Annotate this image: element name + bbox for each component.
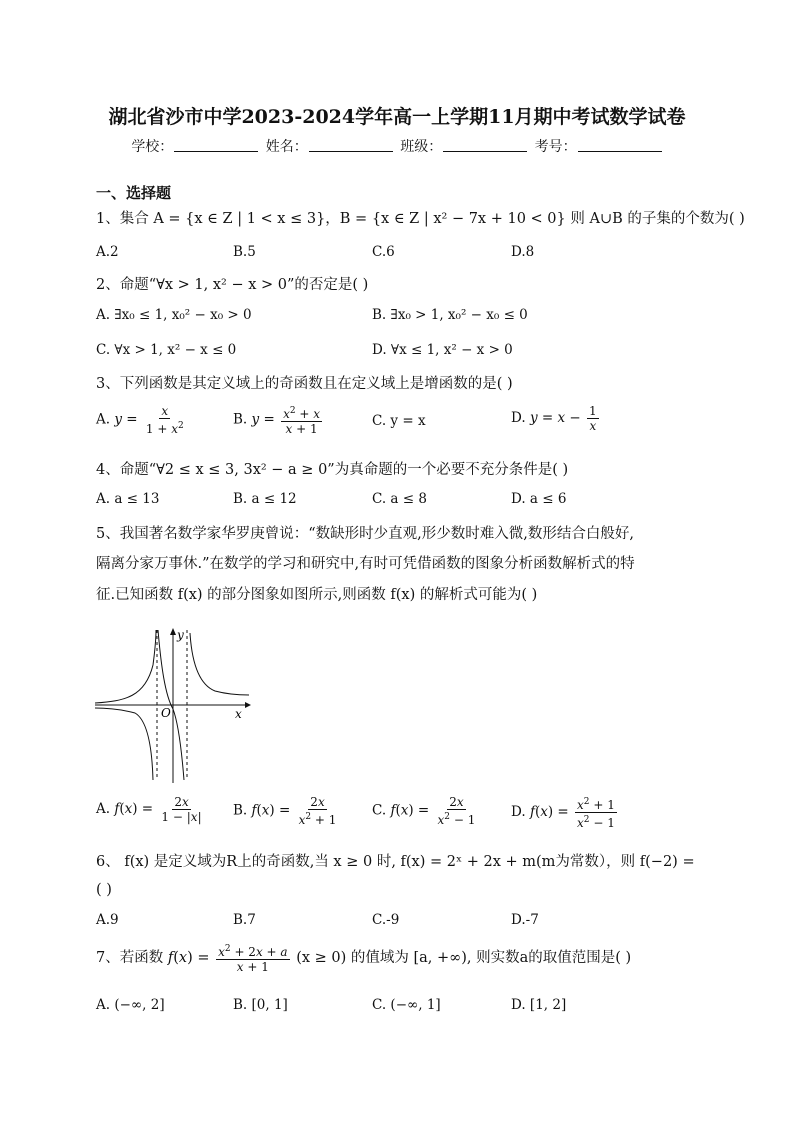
number-label: 考号： bbox=[534, 139, 577, 155]
curve-lower-left-branch bbox=[95, 708, 153, 780]
y-axis-arrow bbox=[170, 628, 176, 635]
q4-option-a: A. a ≤ 13 bbox=[96, 491, 160, 507]
q6-option-b: B.7 bbox=[233, 912, 256, 928]
q6-option-c: C.-9 bbox=[372, 912, 400, 928]
q1-option-c: C.6 bbox=[372, 244, 395, 260]
curve-left-branch bbox=[95, 630, 156, 703]
section-heading: 一、选择题 bbox=[96, 184, 172, 202]
x-axis-arrow bbox=[245, 702, 251, 708]
q2-option-d: D. ∀x ≤ 1, x² − x > 0 bbox=[372, 342, 513, 358]
question-6-stem: 6、 f(x) 是定义域为R上的奇函数,当 x ≥ 0 时, f(x) = 2ˣ + 2x + m(m为常数），则 f(−2) = bbox=[96, 854, 695, 870]
school-blank bbox=[174, 139, 258, 152]
q2-option-a: A. ∃x₀ ≤ 1, x₀² − x₀ > 0 bbox=[96, 307, 252, 323]
q5-option-d: D. f(x) = $\frac{x^2 + 1}{x^2 - 1}$ bbox=[511, 797, 615, 830]
q5-option-b: B. f(x) = $\frac{2x}{x^2 + 1}$ bbox=[233, 795, 337, 827]
q5-option-d-label: D. bbox=[511, 804, 526, 820]
q6-option-d: D.-7 bbox=[511, 912, 539, 928]
q5-option-c-label: C. bbox=[372, 802, 387, 819]
name-blank bbox=[309, 139, 393, 152]
q7-option-a: A. (−∞, 2] bbox=[96, 997, 165, 1013]
class-label: 班级： bbox=[400, 139, 443, 155]
q2-option-b: B. ∃x₀ > 1, x₀² − x₀ ≤ 0 bbox=[372, 307, 528, 323]
q5-option-a: A. f(x) = $\frac{2x}{1 - |x|}$ bbox=[96, 795, 202, 824]
q1-option-a: A.2 bbox=[96, 244, 119, 260]
q3-option-b-label: B. bbox=[233, 411, 248, 428]
question-4-stem: 4、命题“∀2 ≤ x ≤ 3, 3x² − a ≥ 0”为真命题的一个必要不充分条件是( ) bbox=[96, 462, 569, 478]
question-5-line-1: 5、我国著名数学家华罗庚曾说：“数缺形时少直观,形少数时难入微,数形结合白般好, bbox=[96, 526, 634, 542]
question-1-stem: 1、集合 A = {x ∈ Z | 1 < x ≤ 3}，B = {x ∈ Z | x² − 7x + 10 < 0} 则 A∪B 的子集的个数为( ) bbox=[96, 211, 745, 227]
class-blank bbox=[443, 139, 527, 152]
q3-option-d: D. y = x − $\frac{1}{x}$ bbox=[511, 404, 597, 433]
number-blank bbox=[578, 139, 662, 152]
origin-label: O bbox=[161, 706, 171, 720]
q2-option-c: C. ∀x > 1, x² − x ≤ 0 bbox=[96, 342, 237, 358]
exam-title: 湖北省沙市中学2023-2024学年高一上学期11月期中考试数学试卷 bbox=[108, 106, 686, 128]
q1-option-b: B.5 bbox=[233, 244, 256, 260]
q3-option-b: B. y = $\frac{x^2 + x}{x + 1}$ bbox=[233, 406, 321, 436]
y-axis-label: y bbox=[177, 628, 184, 642]
x-axis-label: x bbox=[235, 707, 242, 721]
question-5-line-2: 隔离分家万事休.”在数学的学习和研究中,有时可凭借函数的图象分析函数解析式的特 bbox=[96, 556, 635, 572]
q5-option-b-label: B. bbox=[233, 802, 248, 819]
function-graph bbox=[95, 625, 255, 785]
question-6-blank: ( ) bbox=[96, 882, 112, 898]
q7-option-c: C. (−∞, 1] bbox=[372, 997, 441, 1013]
name-label: 姓名： bbox=[265, 139, 308, 155]
q7-option-b: B. [0, 1] bbox=[233, 997, 288, 1013]
q3-option-d-label: D. bbox=[511, 410, 526, 426]
question-3-stem: 3、下列函数是其定义域上的奇函数且在定义域上是增函数的是( ) bbox=[96, 376, 513, 392]
curve-right-branch bbox=[190, 633, 249, 695]
q5-option-a-label: A. bbox=[96, 801, 111, 817]
q3-option-a: A. y = $\frac{x}{1 + x^2}$ bbox=[96, 404, 184, 436]
q3-option-a-label: A. bbox=[96, 411, 111, 428]
question-7-stem: 7、若函数 f(x) = $\frac{x^2 + 2x + a}{x + 1}$ (x ≥ 0) 的值域为 [a, +∞), 则实数a的取值范围是( ) bbox=[96, 944, 632, 974]
q4-option-d: D. a ≤ 6 bbox=[511, 491, 567, 507]
q3-option-c: C. y = x bbox=[372, 413, 426, 429]
student-info-line bbox=[0, 136, 794, 156]
q1-option-d: D.8 bbox=[511, 244, 535, 260]
q4-option-b: B. a ≤ 12 bbox=[233, 491, 297, 507]
question-5-line-3: 征.已知函数 f(x) 的部分图象如图所示,则函数 f(x) 的解析式可能为( ) bbox=[96, 587, 538, 603]
q4-option-c: C. a ≤ 8 bbox=[372, 491, 427, 507]
question-7-prefix: 7、若函数 bbox=[96, 950, 164, 966]
question-7-suffix: (x ≥ 0) 的值域为 [a, +∞), 则实数a的取值范围是( ) bbox=[296, 950, 632, 966]
q5-option-c: C. f(x) = $\frac{2x}{x^2 - 1}$ bbox=[372, 795, 476, 827]
q7-option-d: D. [1, 2] bbox=[511, 997, 567, 1013]
school-label: 学校： bbox=[131, 139, 174, 155]
q6-option-a: A.9 bbox=[96, 912, 119, 928]
question-2-stem: 2、命题“∀x > 1, x² − x > 0”的否定是( ) bbox=[96, 277, 369, 293]
